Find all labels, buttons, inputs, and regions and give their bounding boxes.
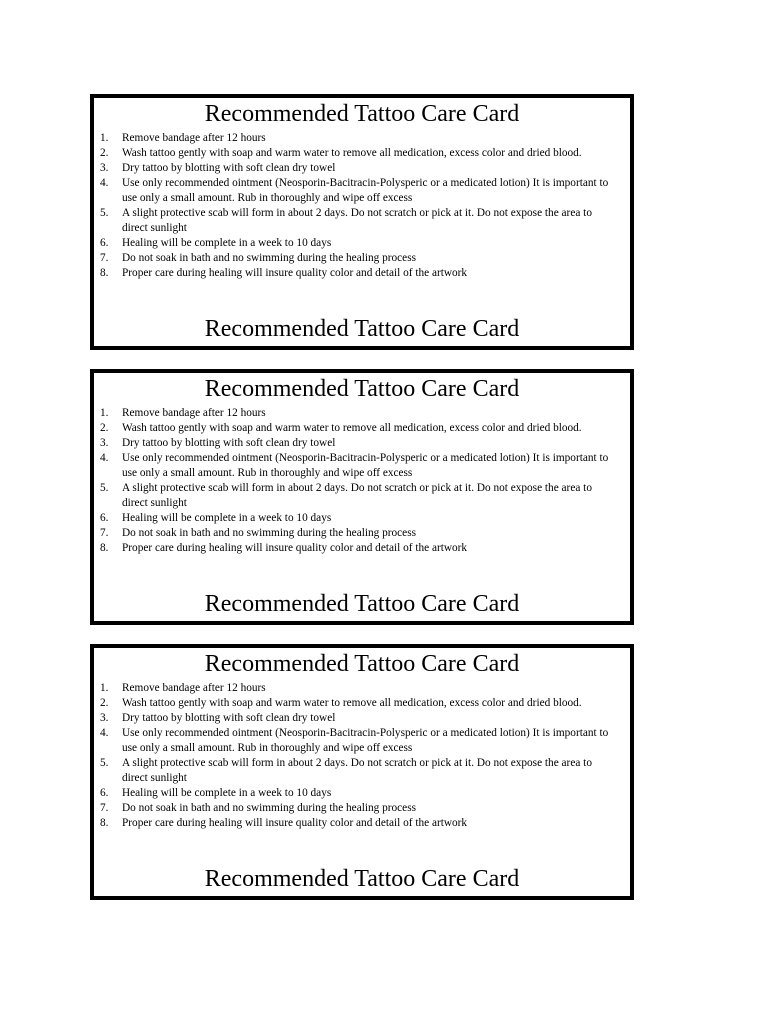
item-text: Wash tattoo gently with soap and warm water to remove all medication, excess color and dried blood. — [122, 422, 582, 434]
list-item — [94, 236, 618, 251]
item-number: 7. — [100, 802, 109, 814]
list-item — [94, 421, 618, 436]
card-title: Recommended Tattoo Care Card — [204, 651, 520, 677]
list-item — [94, 451, 618, 481]
item-text: Healing will be complete in a week to 10 days — [122, 512, 332, 524]
item-number: 3. — [100, 437, 109, 449]
item-text: Wash tattoo gently with soap and warm water to remove all medication, excess color and dried blood. — [122, 147, 582, 159]
item-number: 1. — [100, 407, 109, 419]
list-item — [94, 251, 618, 266]
list-item — [94, 146, 618, 161]
item-number: 6. — [100, 237, 109, 249]
item-number: 5. — [100, 482, 109, 494]
item-text: Dry tattoo by blotting with soft clean dry towel — [122, 437, 336, 449]
list-item — [94, 481, 618, 511]
item-text: Remove bandage after 12 hours — [122, 132, 266, 144]
item-number: 5. — [100, 207, 109, 219]
item-text: Do not soak in bath and no swimming during the healing process — [122, 802, 416, 814]
item-number: 5. — [100, 757, 109, 769]
item-number: 1. — [100, 682, 109, 694]
list-item — [94, 526, 618, 541]
care-card — [90, 644, 634, 900]
item-number: 1. — [100, 132, 109, 144]
list-item — [94, 726, 618, 756]
list-item — [94, 161, 618, 176]
list-item — [94, 681, 618, 696]
list-item — [94, 131, 618, 146]
list-item — [94, 406, 618, 421]
item-text: Dry tattoo by blotting with soft clean dry towel — [122, 712, 336, 724]
list-item — [94, 511, 618, 526]
card-footer-title: Recommended Tattoo Care Card — [204, 866, 520, 892]
item-text: Use only recommended ointment (Neosporin-Bacitracin-Polysperic or a medicated lotion) It is important to use only a small amount. Rub in thoroughly and wipe off excess — [122, 727, 609, 754]
care-card — [90, 94, 634, 350]
item-text: Healing will be complete in a week to 10 days — [122, 787, 332, 799]
item-text: Remove bandage after 12 hours — [122, 407, 266, 419]
list-item — [94, 786, 618, 801]
item-text: Use only recommended ointment (Neosporin-Bacitracin-Polysperic or a medicated lotion) It is important to use only a small amount. Rub in thoroughly and wipe off excess — [122, 452, 609, 479]
item-text: Proper care during healing will insure quality color and detail of the artwork — [122, 267, 468, 279]
item-number: 6. — [100, 787, 109, 799]
item-number: 8. — [100, 267, 109, 279]
item-text: Dry tattoo by blotting with soft clean dry towel — [122, 162, 336, 174]
care-card — [90, 369, 634, 625]
item-number: 7. — [100, 527, 109, 539]
item-number: 8. — [100, 817, 109, 829]
list-item — [94, 176, 618, 206]
list-item — [94, 206, 618, 236]
item-number: 2. — [100, 422, 109, 434]
item-number: 2. — [100, 697, 109, 709]
list-item — [94, 266, 618, 281]
card-title: Recommended Tattoo Care Card — [204, 101, 520, 127]
item-number: 3. — [100, 712, 109, 724]
card-title: Recommended Tattoo Care Card — [204, 376, 520, 402]
item-number: 4. — [100, 452, 109, 464]
care-instructions-list — [94, 406, 618, 556]
list-item — [94, 711, 618, 726]
list-item — [94, 696, 618, 711]
item-number: 6. — [100, 512, 109, 524]
card-footer-title: Recommended Tattoo Care Card — [204, 591, 520, 617]
item-number: 2. — [100, 147, 109, 159]
list-item — [94, 801, 618, 816]
item-number: 3. — [100, 162, 109, 174]
list-item — [94, 816, 618, 831]
item-text: Do not soak in bath and no swimming during the healing process — [122, 527, 416, 539]
item-text: A slight protective scab will form in about 2 days. Do not scratch or pick at it. Do not expose the area to direct sunlight — [122, 482, 592, 509]
item-text: Wash tattoo gently with soap and warm water to remove all medication, excess color and dried blood. — [122, 697, 582, 709]
item-number: 4. — [100, 177, 109, 189]
item-text: Do not soak in bath and no swimming during the healing process — [122, 252, 416, 264]
item-text: Use only recommended ointment (Neosporin-Bacitracin-Polysperic or a medicated lotion) It is important to use only a small amount. Rub in thoroughly and wipe off excess — [122, 177, 609, 204]
item-text: Proper care during healing will insure quality color and detail of the artwork — [122, 817, 468, 829]
list-item — [94, 541, 618, 556]
item-text: Remove bandage after 12 hours — [122, 682, 266, 694]
item-text: A slight protective scab will form in about 2 days. Do not scratch or pick at it. Do not expose the area to direct sunlight — [122, 207, 592, 234]
item-number: 8. — [100, 542, 109, 554]
care-instructions-list — [94, 681, 618, 831]
item-text: A slight protective scab will form in about 2 days. Do not scratch or pick at it. Do not expose the area to direct sunlight — [122, 757, 592, 784]
item-number: 7. — [100, 252, 109, 264]
care-instructions-list — [94, 131, 618, 281]
item-text: Healing will be complete in a week to 10 days — [122, 237, 332, 249]
list-item — [94, 436, 618, 451]
list-item — [94, 756, 618, 786]
item-number: 4. — [100, 727, 109, 739]
card-footer-title: Recommended Tattoo Care Card — [204, 316, 520, 342]
item-text: Proper care during healing will insure quality color and detail of the artwork — [122, 542, 468, 554]
